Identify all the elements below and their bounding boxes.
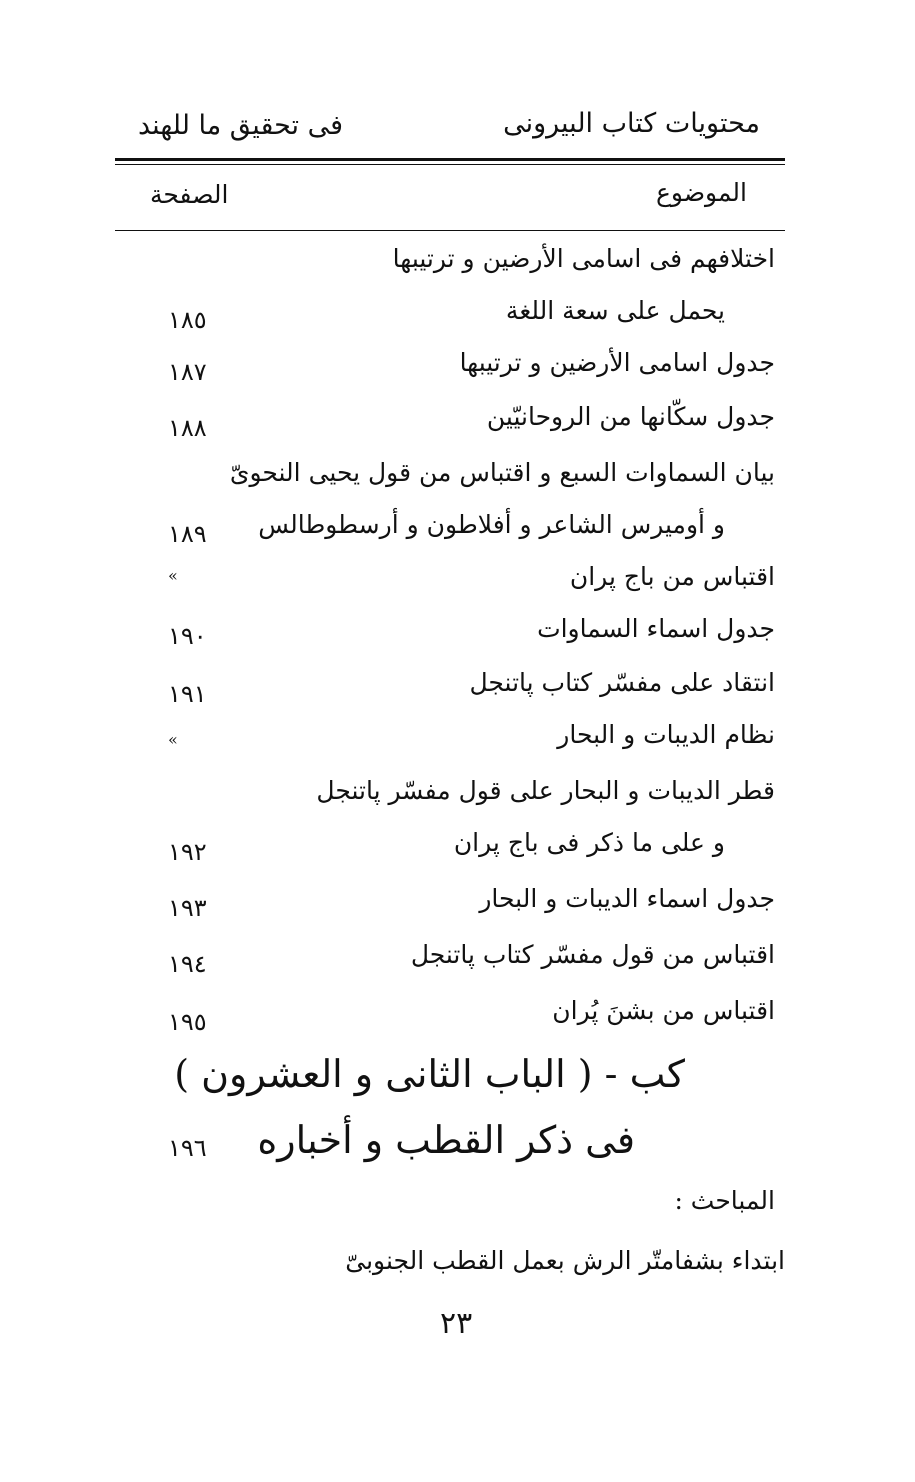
column-header-rule bbox=[115, 230, 785, 231]
toc-page-number: ١٩١ bbox=[168, 680, 207, 708]
toc-ditto-mark: » bbox=[168, 730, 178, 749]
toc-page-number: ١٨٧ bbox=[168, 358, 207, 386]
toc-ditto-mark: » bbox=[168, 566, 178, 585]
header-title-left: فى تحقيق ما للهند bbox=[138, 110, 344, 141]
page-number: ٢٣ bbox=[440, 1306, 473, 1341]
subsection-heading: المباحث : bbox=[674, 1186, 775, 1215]
toc-page-number: ١٩٤ bbox=[168, 950, 207, 978]
toc-page-number: ١٩٥ bbox=[168, 1008, 207, 1036]
toc-page-number: ١٨٨ bbox=[168, 414, 207, 442]
toc-entry: جدول سكّانها من الروحانيّين bbox=[486, 402, 775, 431]
toc-entry: قطر الديبات و البحار على قول مفسّر پاتنجل bbox=[316, 776, 775, 805]
toc-page-number: ١٨٥ bbox=[168, 306, 207, 334]
toc-page-number: ١٩٢ bbox=[168, 838, 207, 866]
toc-entry: جدول اسامى الأرضين و ترتيبها bbox=[459, 348, 775, 377]
toc-page-number: ١٩٠ bbox=[168, 622, 207, 650]
toc-page-number: ١٨٩ bbox=[168, 520, 207, 548]
toc-entry: بيان السماوات السبع و اقتباس من قول يحيى النحوىّ bbox=[229, 458, 775, 487]
subsection-item: ابتداء بشفامتّر الرش بعمل القطب الجنوبىّ bbox=[345, 1246, 785, 1275]
chapter-subtitle: فى ذكر القطب و أخباره bbox=[257, 1118, 635, 1162]
toc-entry: و على ما ذكر فى باج پران bbox=[453, 828, 725, 857]
toc-entry: اقتباس من باج پران bbox=[569, 562, 775, 591]
toc-entry: اقتباس من قول مفسّر كتاب پاتنجل bbox=[410, 940, 775, 969]
header-rule-thick bbox=[115, 158, 785, 161]
chapter-page-number: ١٩٦ bbox=[168, 1134, 207, 1162]
column-header-topic: الموضوع bbox=[656, 178, 747, 207]
header-title-right: محتويات كتاب البيرونى bbox=[503, 108, 760, 139]
toc-entry: و أوميرس الشاعر و أفلاطون و أرسطوطالس bbox=[258, 510, 725, 539]
column-header-page: الصفحة bbox=[150, 180, 229, 209]
toc-entry: نظام الديبات و البحار bbox=[557, 720, 775, 749]
toc-entry: اقتباس من بشنَ پُران bbox=[552, 996, 775, 1025]
toc-entry: يحمل على سعة اللغة bbox=[505, 296, 725, 325]
toc-entry: جدول اسماء السماوات bbox=[537, 614, 775, 643]
toc-entry: انتقاد على مفسّر كتاب پاتنجل bbox=[469, 668, 775, 697]
toc-page-number: ١٩٣ bbox=[168, 894, 207, 922]
toc-entry: جدول اسماء الديبات و البحار bbox=[479, 884, 775, 913]
chapter-heading: كب - ( الباب الثانى و العشرون ) bbox=[174, 1052, 685, 1096]
header-rule-thin bbox=[115, 164, 785, 165]
toc-entry: اختلافهم فى اسامى الأرضين و ترتيبها bbox=[392, 244, 775, 273]
